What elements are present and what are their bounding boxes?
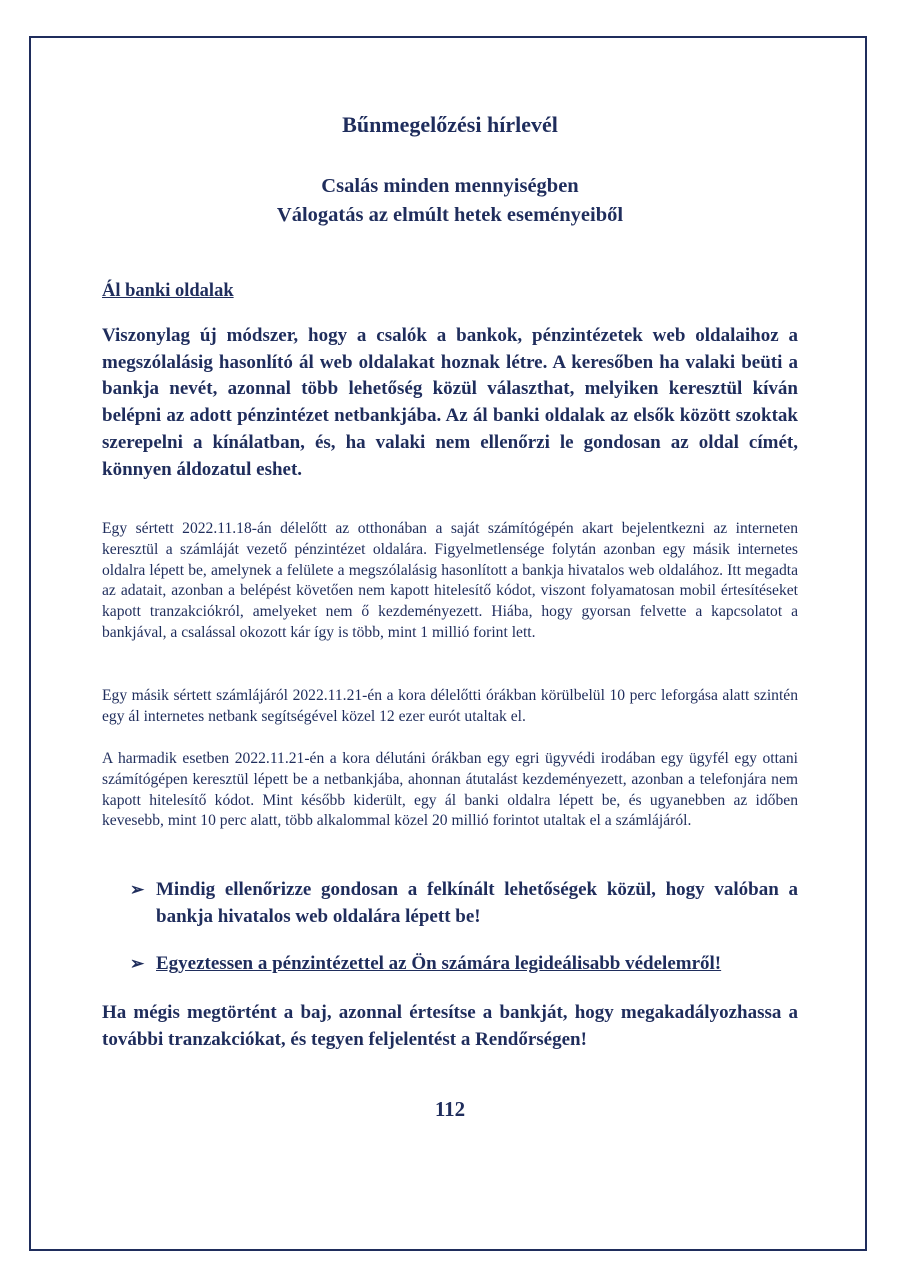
subtitle [102, 172, 798, 230]
advice-list [102, 876, 798, 997]
subtitle-line-1: Csalás minden mennyiségben [321, 175, 579, 197]
lead-paragraph: Viszonylag új módszer, hogy a csalók a bankok, pénzintézetek web oldalaihoz a megszólalásig hasonlító ál web oldalakat hoznak létre. A keresőben ha valaki beüti a bankja nevét, azonnal több lehetőség közül választhat, melyiken keresztül kíván belépni az adott pénzintézet netbankjába. Az ál banki oldalak az elsők között szoktak szerepelni a kínálatban, és, ha valaki nem ellenőrzi le gondosan az oldal címét, könnyen áldozatul eshet. [102, 325, 798, 480]
case-paragraph-2: Egy másik sértett számlájáról 2022.11.21-én a kora délelőtti órákban körülbelül 10 perc leforgása alatt szintén egy ál internetes netbank segítségével közel 12 ezer eurót utaltak el. [102, 687, 798, 725]
arrow-bullet-icon: ➢ [130, 880, 145, 899]
page-title: Bűnmegelőzési hírlevél [342, 112, 558, 137]
advice-text: Mindig ellenőrizze gondosan a felkínált lehetőségek közül, hogy valóban a bankja hivatalos web oldalára lépett be! [156, 879, 798, 927]
advice-item [102, 876, 798, 930]
case-paragraph-1: Egy sértett 2022.11.18-án délelőtt az otthonában a saját számítógépén akart bejelentkezni az interneten keresztül a számláját vezető pénzintézet oldalára. Figyelmetlensége folytán azonban egy másik internetes oldalra lépett be, amelynek a felülete a megszólalásig hasonlított a bankja hivatalos web oldalához. Itt megadta az adatait, azonban a belépést követően nem kapott hitelesítő kódot, viszont folyamatosan mobil értesítéseket kapott tranzakciókról, amelyeket nem ő kezdeményezett. Hiába, hogy gyorsan felvette a kapcsolatot a bankjával, a csalással okozott kár így is több, mint 1 millió forint lett. [102, 520, 798, 641]
case-paragraph-3: A harmadik esetben 2022.11.21-én a kora délutáni órákban egy egri ügyvédi irodában egy ügyfél egy ottani számítógépen keresztül lépett be a netbankjába, ahonnan átutalást kezdeményezett, azonban a telefonjára nem kapott hitelesítő kódot. Mint később kiderült, egy ál banki oldalra lépett be, és ugyanebben az időben kevesebb, mint 10 perc alatt, több alkalommal közel 20 millió forintot utaltak el a számlájáról. [102, 750, 798, 830]
arrow-bullet-icon: ➢ [130, 954, 145, 973]
section-heading: Ál banki oldalak [102, 281, 234, 301]
subtitle-line-2: Válogatás az elmúlt hetek eseményeiből [276, 204, 624, 226]
page-number: 112 [434, 1097, 466, 1121]
advice-text: Egyeztessen a pénzintézettel az Ön számára legideálisabb védelemről! [156, 953, 722, 974]
closing-paragraph: Ha mégis megtörtént a baj, azonnal értesítse a bankját, hogy megakadályozhassa a további tranzakciókat, és tegyen feljelentést a Rendőrségen! [102, 1002, 798, 1050]
advice-item [102, 950, 798, 977]
